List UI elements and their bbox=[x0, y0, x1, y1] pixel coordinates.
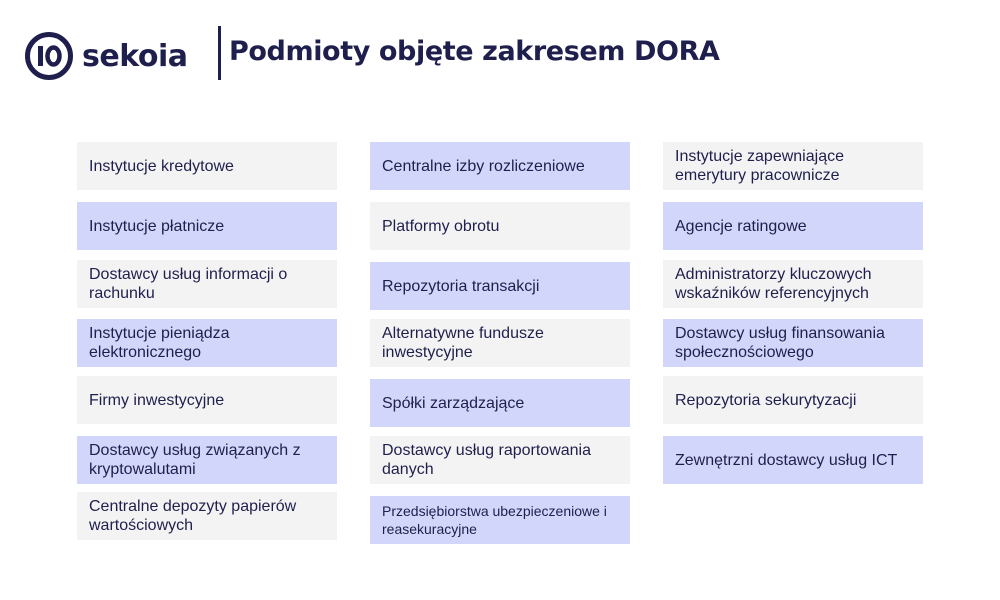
entity-card bbox=[77, 142, 337, 190]
entity-label: Administratorzy kluczowych wskaźników referencyjnych bbox=[675, 266, 872, 302]
entity-card bbox=[663, 436, 923, 484]
entity-card bbox=[370, 319, 630, 367]
entity-card bbox=[663, 376, 923, 424]
entity-card bbox=[663, 142, 923, 190]
entity-label: Instytucje pieniądza elektronicznego bbox=[89, 325, 230, 361]
entity-label: Alternatywne fundusze inwestycyjne bbox=[382, 325, 544, 361]
entity-label: Repozytoria transakcji bbox=[382, 277, 540, 295]
logo-wordmark: sekoia bbox=[82, 38, 188, 74]
header-divider bbox=[218, 26, 221, 80]
entity-card bbox=[370, 379, 630, 427]
entity-card bbox=[77, 492, 337, 540]
entity-label: Instytucje kredytowe bbox=[89, 157, 234, 175]
header bbox=[24, 26, 984, 82]
entity-card bbox=[370, 142, 630, 190]
entity-label: Repozytoria sekurytyzacji bbox=[675, 391, 857, 409]
entity-card bbox=[77, 376, 337, 424]
entity-label: Przedsiębiorstwa ubezpieczeniowe i reasekuracyjne bbox=[382, 503, 607, 537]
entity-label: Agencje ratingowe bbox=[675, 217, 807, 235]
entity-card bbox=[370, 496, 630, 544]
entity-label: Centralne izby rozliczeniowe bbox=[382, 157, 585, 175]
entity-card bbox=[370, 202, 630, 250]
entity-label: Centralne depozyty papierów wartościowych bbox=[89, 498, 297, 534]
entity-label: Zewnętrzni dostawcy usług ICT bbox=[675, 451, 898, 469]
entity-label: Dostawcy usług finansowania społecznościowego bbox=[675, 325, 885, 361]
entity-label: Firmy inwestycyjne bbox=[89, 391, 225, 409]
entity-card bbox=[370, 262, 630, 310]
entity-label: Dostawcy usług związanych z kryptowalutami bbox=[89, 442, 301, 478]
entity-label: Dostawcy usług informacji o rachunku bbox=[89, 266, 288, 302]
entity-card bbox=[77, 319, 337, 367]
entity-label: Instytucje zapewniające emerytury pracownicze bbox=[675, 148, 844, 184]
entity-card bbox=[663, 319, 923, 367]
entity-card bbox=[663, 202, 923, 250]
entity-label: Platformy obrotu bbox=[382, 217, 500, 235]
entity-card bbox=[663, 260, 923, 308]
sekoia-logo-icon bbox=[24, 31, 74, 81]
entity-card bbox=[370, 436, 630, 484]
entity-card bbox=[77, 436, 337, 484]
entity-label: Instytucje płatnicze bbox=[89, 217, 225, 235]
sekoia-logo[interactable] bbox=[24, 30, 188, 82]
page-title: Podmioty objęte zakresem DORA bbox=[229, 36, 720, 67]
entity-label: Spółki zarządzające bbox=[382, 394, 525, 412]
entity-card bbox=[77, 260, 337, 308]
entity-label: Dostawcy usług raportowania danych bbox=[382, 442, 591, 478]
entity-card bbox=[77, 202, 337, 250]
